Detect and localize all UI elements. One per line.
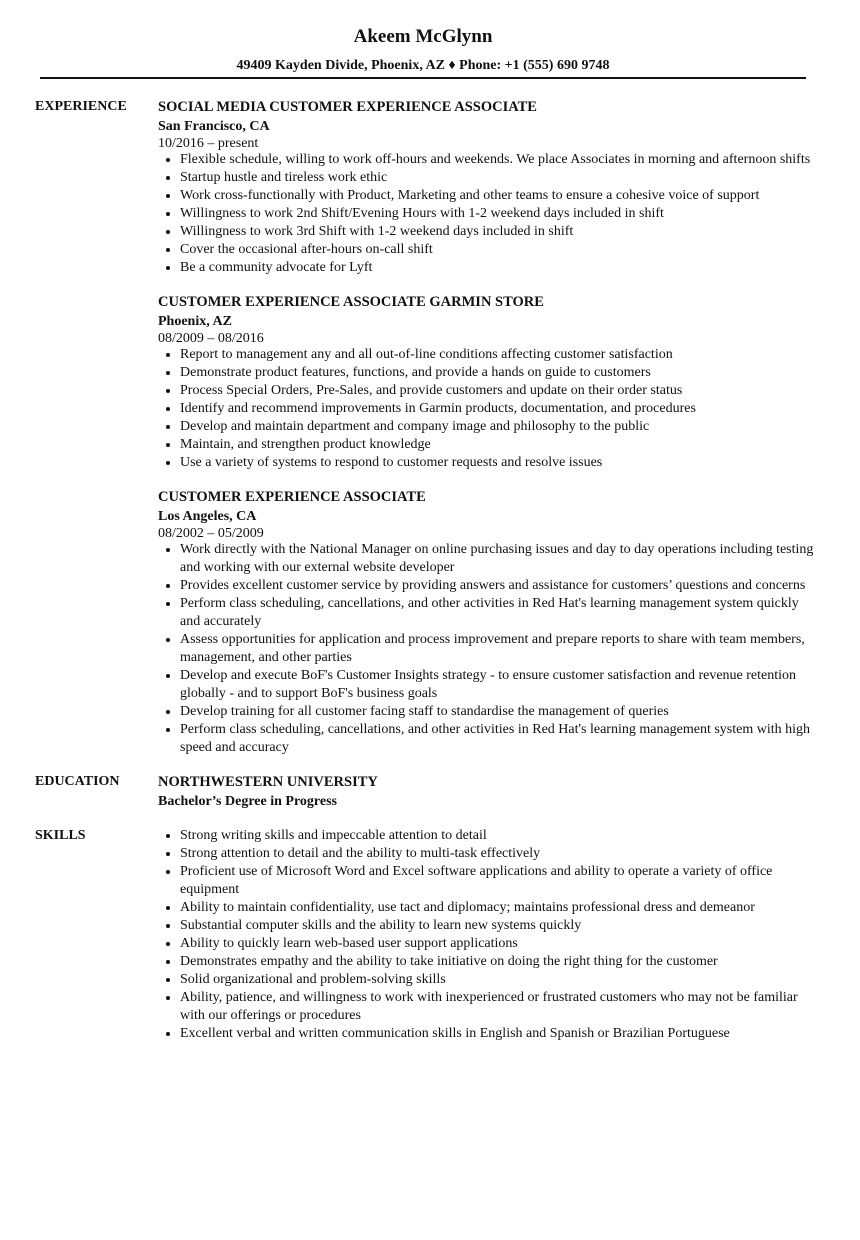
job-bullet: Identify and recommend improvements in Garmin products, documentation, and procedures: [180, 400, 818, 418]
job-bullet: Startup hustle and tireless work ethic: [180, 169, 818, 187]
job-dates: 10/2016 – present: [158, 136, 259, 151]
resume-header: [0, 24, 846, 75]
skill-item: Demonstrates empathy and the ability to take initiative on doing the right thing for the customer: [180, 953, 818, 971]
job-bullet: Provides excellent customer service by providing answers and assistance for customers’ questions and concerns: [180, 577, 818, 595]
job-bullet: Work directly with the National Manager on online purchasing issues and day to day operations including testing and working with our external website developer: [180, 541, 818, 577]
job-title: SOCIAL MEDIA CUSTOMER EXPERIENCE ASSOCIATE: [158, 99, 537, 115]
skill-item: Strong writing skills and impeccable attention to detail: [180, 827, 818, 845]
degree-name: Bachelor’s Degree in Progress: [158, 794, 337, 809]
job-entry: [158, 488, 818, 757]
job-bullet: Process Special Orders, Pre-Sales, and provide customers and update on their order status: [180, 382, 818, 400]
skills-heading: SKILLS: [35, 828, 86, 843]
job-bullets: [158, 541, 818, 757]
education-section: [0, 773, 860, 811]
skill-item: Solid organizational and problem-solving skills: [180, 971, 818, 989]
job-entry: [158, 293, 818, 472]
resume-body: [0, 98, 860, 1059]
job-title: CUSTOMER EXPERIENCE ASSOCIATE GARMIN STORE: [158, 294, 544, 310]
experience-content: [158, 98, 818, 757]
job-title: CUSTOMER EXPERIENCE ASSOCIATE: [158, 489, 426, 505]
skill-item: Excellent verbal and written communication skills in English and Spanish or Brazilian Portuguese: [180, 1025, 818, 1043]
job-dates: 08/2009 – 08/2016: [158, 331, 264, 346]
skill-item: Ability, patience, and willingness to work with inexperienced or frustrated customers who may not be familiar with our offerings or procedures: [180, 989, 818, 1025]
school-name: NORTHWESTERN UNIVERSITY: [158, 774, 378, 790]
job-bullet: Develop and maintain department and company image and philosophy to the public: [180, 418, 818, 436]
job-entry: [158, 98, 818, 277]
job-bullet: Develop and execute BoF's Customer Insights strategy - to ensure customer satisfaction and revenue retention globally - and to support BoF's business goals: [180, 667, 818, 703]
candidate-name: Akeem McGlynn: [353, 26, 493, 47]
job-bullet: Use a variety of systems to respond to customer requests and resolve issues: [180, 454, 818, 472]
job-bullet: Develop training for all customer facing staff to standardise the management of queries: [180, 703, 818, 721]
job-location: Los Angeles, CA: [158, 509, 257, 524]
skill-item: Substantial computer skills and the ability to learn new systems quickly: [180, 917, 818, 935]
education-heading: EDUCATION: [35, 774, 120, 789]
job-bullet: Demonstrate product features, functions, and provide a hands on guide to customers: [180, 364, 818, 382]
job-bullets: [158, 151, 818, 277]
job-bullet: Perform class scheduling, cancellations, and other activities in Red Hat's learning management system quickly and accurately: [180, 595, 818, 631]
job-bullet: Cover the occasional after-hours on-call shift: [180, 241, 818, 259]
job-dates: 08/2002 – 05/2009: [158, 526, 264, 541]
skills-section: [0, 827, 860, 1043]
job-bullet: Flexible schedule, willing to work off-hours and weekends. We place Associates in morning and afternoon shifts: [180, 151, 818, 169]
skills-content: [158, 827, 818, 1043]
job-bullet: Willingness to work 2nd Shift/Evening Hours with 1-2 weekend days included in shift: [180, 205, 818, 223]
job-bullet: Maintain, and strengthen product knowledge: [180, 436, 818, 454]
job-location: San Francisco, CA: [158, 119, 270, 134]
experience-heading: EXPERIENCE: [35, 99, 127, 114]
job-bullets: [158, 346, 818, 472]
skills-list: [158, 827, 818, 1043]
job-bullet: Work cross-functionally with Product, Marketing and other teams to ensure a cohesive voice of support: [180, 187, 818, 205]
education-content: [158, 773, 818, 811]
skill-item: Proficient use of Microsoft Word and Excel software applications and ability to operate a variety of office equipment: [180, 863, 818, 899]
skill-item: Ability to maintain confidentiality, use tact and diplomacy; maintains professional dress and demeanor: [180, 899, 818, 917]
header-divider: [40, 77, 806, 79]
job-bullet: Be a community advocate for Lyft: [180, 259, 818, 277]
job-bullet: Assess opportunities for application and process improvement and prepare reports to share with team members, management, and other parties: [180, 631, 818, 667]
job-bullet: Report to management any and all out-of-line conditions affecting customer satisfaction: [180, 346, 818, 364]
job-bullet: Willingness to work 3rd Shift with 1-2 weekend days included in shift: [180, 223, 818, 241]
skill-item: Ability to quickly learn web-based user support applications: [180, 935, 818, 953]
experience-section: [0, 98, 860, 757]
job-location: Phoenix, AZ: [158, 314, 232, 329]
skill-item: Strong attention to detail and the ability to multi-task effectively: [180, 845, 818, 863]
job-bullet: Perform class scheduling, cancellations, and other activities in Red Hat's learning management system with high speed and accuracy: [180, 721, 818, 757]
contact-line: 49409 Kayden Divide, Phoenix, AZ ♦ Phone: +1 (555) 690 9748: [236, 58, 610, 73]
